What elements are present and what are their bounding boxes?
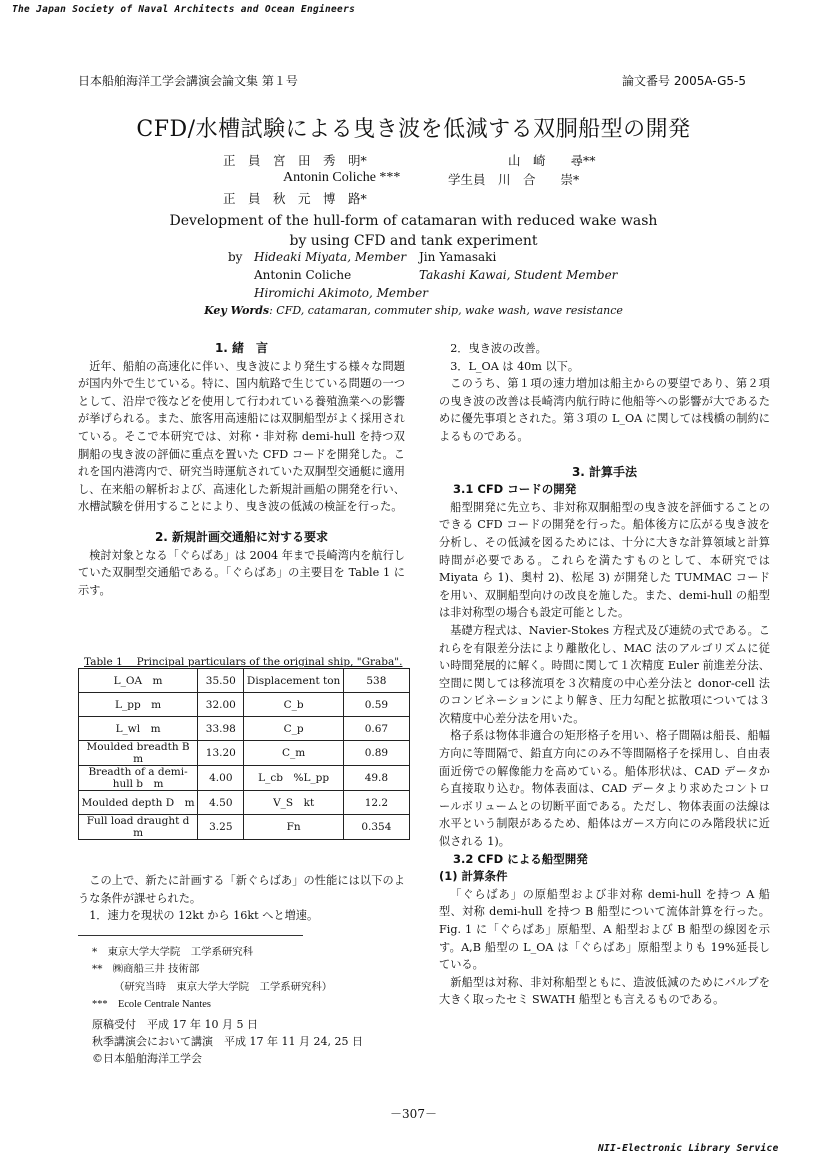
footnote-2: ** ㈱商船三井 技術部 bbox=[92, 963, 200, 976]
author-kawai: 学生員 川 合 崇* bbox=[448, 172, 580, 187]
journal-name: 日本船舶海洋工学会講演会論文集 第１号 bbox=[78, 74, 298, 88]
table-label-cell: Moulded breadth B m bbox=[79, 741, 198, 766]
table-value-cell: 0.59 bbox=[343, 693, 409, 717]
author-en-miyata: Hideaki Miyata, Member bbox=[254, 250, 407, 264]
footnote-rule bbox=[78, 935, 303, 936]
table-value-cell: 35.50 bbox=[198, 669, 244, 693]
table-value-cell: 4.50 bbox=[198, 791, 244, 815]
section-3-2-1-paragraph-1: 「ぐらばあ」の原船型および非対称 demi-hull を持つ A 船型、対称 demi-hull を持つ B 船型について流体計算を行った。Fig. 1 に「ぐらばあ」原船型、A 船型および B 船型の線図を示す。A,B 船型の L_OA は「ぐらばあ」原船型よりも 19%延長している。 bbox=[439, 887, 770, 972]
requirements-discussion: このうち、第１項の速力増加は船主からの要望であり、第２項の曳き波の改善は長崎湾内航行時に他船等への影響が大であるために優先事項とされた。第３項の L_OA に関しては桟橋の制約によるものである。 bbox=[439, 377, 770, 443]
author-akimoto: 正 員 秋 元 博 路* bbox=[223, 191, 367, 206]
table-row bbox=[79, 717, 410, 741]
received-date: 原稿受付 平成 17 年 10 月 5 日 bbox=[92, 1018, 258, 1031]
author-yamasaki: 山 崎 尋** bbox=[508, 153, 596, 168]
copyright: ©日本船舶海洋工学会 bbox=[92, 1052, 202, 1065]
section-3-1-paragraph-3: 格子系は物体非適合の矩形格子を用い、格子間隔は船長、船幅方向に等間隔で、鉛直方向にのみ不等間隔格子を採用し、自由表面近傍での解像能力を高めている。船体形状は、CAD データから直接取り込む。物体表面は、CAD データより求めたコントロールボリュームとの切断平面である。ただし、物体表面の法線は水平という制限があるため、船体はガース方向にのみ階段状に近似される 1)。 bbox=[439, 729, 770, 849]
table-value-cell: 3.25 bbox=[198, 815, 244, 840]
paper-title: CFD/水槽試験による曳き波を低減する双胴船型の開発 bbox=[136, 117, 691, 142]
table-row bbox=[79, 669, 410, 693]
table-row bbox=[79, 791, 410, 815]
nii-footer: NII-Electronic Library Service bbox=[598, 1143, 779, 1154]
english-title-line-1: Development of the hull-form of catamaran with reduced wake wash bbox=[169, 213, 658, 229]
left-column-bottom bbox=[78, 872, 405, 925]
table-label-cell: C_b bbox=[244, 693, 343, 717]
section-3-2-1-paragraph-2: 新船型は対称、非対称船型ともに、造波低減のためにバルブを大きく取ったセミ SWATH 船型とも言えるものである。 bbox=[439, 975, 770, 1007]
requirement-item-2: 2．曳き波の改善。 bbox=[450, 342, 547, 355]
table-value-cell: 4.00 bbox=[198, 766, 244, 791]
section-3-2-1-heading: (1) 計算条件 bbox=[439, 869, 508, 884]
section-3-1-paragraph-2: 基礎方程式は、Navier-Stokes 方程式及び連続の式である。これらを有限差分法により離散化し、MAC 法のアルゴリズムに従い時間発展的に解く。時間に関して１次精度 Euler 前進差分法、空間に関しては移流項を３次精度の中心差分法と donor-cell 法のコンビネーションにより解き、圧力勾配と拡散項については３次精度中心差分法を用いた。 bbox=[439, 623, 770, 725]
english-authors bbox=[228, 248, 617, 302]
section-3-1-paragraph-1: 船型開発に先立ち、非対称双胴船型の曳き波を評価することのできる CFD コードの開発を行った。船体後方に広がる曳き波を分析し、その低減を図るためには、十分に大きな計算領域と計算時間が必要である。これらを満たすものとして、本研究では Miyata ら 1)、奥村 2)、松尾 3) が開発した TUMMAC コードを用い、双胴船型向けの改良を施した。また、demi-hull の船型は非対称型の場合も設定可能とした。 bbox=[439, 500, 770, 620]
keywords bbox=[0, 304, 827, 317]
table-label-cell: Displacement ton bbox=[244, 669, 343, 693]
table-value-cell: 32.00 bbox=[198, 693, 244, 717]
table-value-cell: 49.8 bbox=[343, 766, 409, 791]
table-value-cell: 12.2 bbox=[343, 791, 409, 815]
section-2-paragraph-2: この上で、新たに計画する「新ぐらばあ」の性能には以下のような条件が課せられた。 bbox=[78, 874, 405, 905]
table-label-cell: Fn bbox=[244, 815, 343, 840]
table-caption: Table 1 Principal particulars of the original ship, "Graba". bbox=[84, 656, 403, 668]
right-column bbox=[439, 340, 770, 1009]
table-label-cell: L_cb %L_pp bbox=[244, 766, 343, 791]
table-row bbox=[79, 766, 410, 791]
author-coliche: Antonin Coliche *** bbox=[283, 170, 401, 185]
section-3-heading: 3. 計算手法 bbox=[571, 464, 638, 479]
table-value-cell: 13.20 bbox=[198, 741, 244, 766]
society-header: The Japan Society of Naval Architects and Ocean Engineers bbox=[12, 4, 356, 15]
table-label-cell: Full load draught d m bbox=[79, 815, 198, 840]
table-label-cell: V_S kt bbox=[244, 791, 343, 815]
footnotes bbox=[92, 944, 332, 1014]
footnote-4: *** Ecole Centrale Nantes bbox=[92, 999, 211, 1011]
table-value-cell: 0.354 bbox=[343, 815, 409, 840]
footnote-3: （研究当時 東京大学大学院 工学系研究科） bbox=[114, 980, 333, 993]
paper-number: 論文番号 2005A-G5-5 bbox=[622, 74, 746, 88]
section-2-heading: 2. 新規計画交通船に対する要求 bbox=[154, 529, 329, 544]
requirement-item-1: 1．速力を現状の 12kt から 16kt へと増速。 bbox=[89, 909, 319, 923]
table-row bbox=[79, 741, 410, 766]
table-value-cell: 0.67 bbox=[343, 717, 409, 741]
table-label-cell: Moulded depth D m bbox=[79, 791, 198, 815]
manuscript-info bbox=[92, 1016, 363, 1067]
table-label-cell: Breadth of a demi-hull b m bbox=[79, 766, 198, 791]
lecture-date: 秋季講演会において講演 平成 17 年 11 月 24, 25 日 bbox=[92, 1035, 363, 1048]
table-label-cell: C_p bbox=[244, 717, 343, 741]
page-number: －307－ bbox=[390, 1107, 437, 1121]
keywords-text: : CFD, catamaran, commuter ship, wake wash, wave resistance bbox=[269, 304, 623, 317]
left-column-top bbox=[78, 340, 405, 599]
keywords-label: Key Words bbox=[204, 304, 270, 317]
author-miyata: 正 員 宮 田 秀 明* bbox=[223, 153, 367, 168]
english-title bbox=[0, 211, 827, 251]
table-label-cell: C_m bbox=[244, 741, 343, 766]
table-label-cell: L_pp m bbox=[79, 693, 198, 717]
section-1-paragraph: 近年、船舶の高速化に伴い、曳き波により発生する様々な問題が国内外で生じている。特に、国内航路で生じている問題の一つとして、沿岸で筏などを使用して行われている養殖漁業への影響が挙げられる。また、旅客用高速船には双胴船型がよく採用されている。そこで本研究では、対称・非対称 demi-hull を持つ双胴船の曳き波の評価に重点を置いた CFD コードを開発した。これを国内港湾内で、研究当時運航されていた双胴型交通艇に適用し、在来船の解析および、高速化した新規計画船の開発を行い、水槽試験を併用することにより、曳き波の低減の検証を行った。 bbox=[78, 359, 405, 514]
author-en-yamasaki: Jin Yamasaki bbox=[419, 250, 497, 264]
author-en-akimoto: Hiromichi Akimoto, Member bbox=[254, 286, 428, 300]
table-value-cell: 33.98 bbox=[198, 717, 244, 741]
section-2-paragraph-1: 検討対象となる「ぐらばあ」は 2004 年まで長崎湾内を航行していた双胴型交通船である。「ぐらばあ」の主要目を Table 1 に示す。 bbox=[78, 548, 405, 597]
english-title-line-2: by using CFD and tank experiment bbox=[289, 233, 538, 249]
table-label-cell: L_wl m bbox=[79, 717, 198, 741]
table-value-cell: 0.89 bbox=[343, 741, 409, 766]
by-label: by bbox=[228, 250, 243, 264]
section-1-heading: 1. 緒 言 bbox=[214, 341, 269, 355]
section-3-2-heading: 3.2 CFD による船型開発 bbox=[453, 851, 588, 866]
table-row bbox=[79, 815, 410, 840]
footnote-1: * 東京大学大学院 工学系研究科 bbox=[92, 946, 254, 958]
author-en-kawai: Takashi Kawai, Student Member bbox=[419, 268, 618, 282]
principal-particulars-table bbox=[78, 668, 410, 840]
table-value-cell: 538 bbox=[343, 669, 409, 693]
table-row bbox=[79, 693, 410, 717]
section-3-1-heading: 3.1 CFD コードの開発 bbox=[453, 482, 577, 497]
table-label-cell: L_OA m bbox=[79, 669, 198, 693]
author-en-coliche: Antonin Coliche bbox=[254, 268, 352, 282]
requirement-item-3: 3．L_OA は 40m 以下。 bbox=[450, 359, 580, 373]
